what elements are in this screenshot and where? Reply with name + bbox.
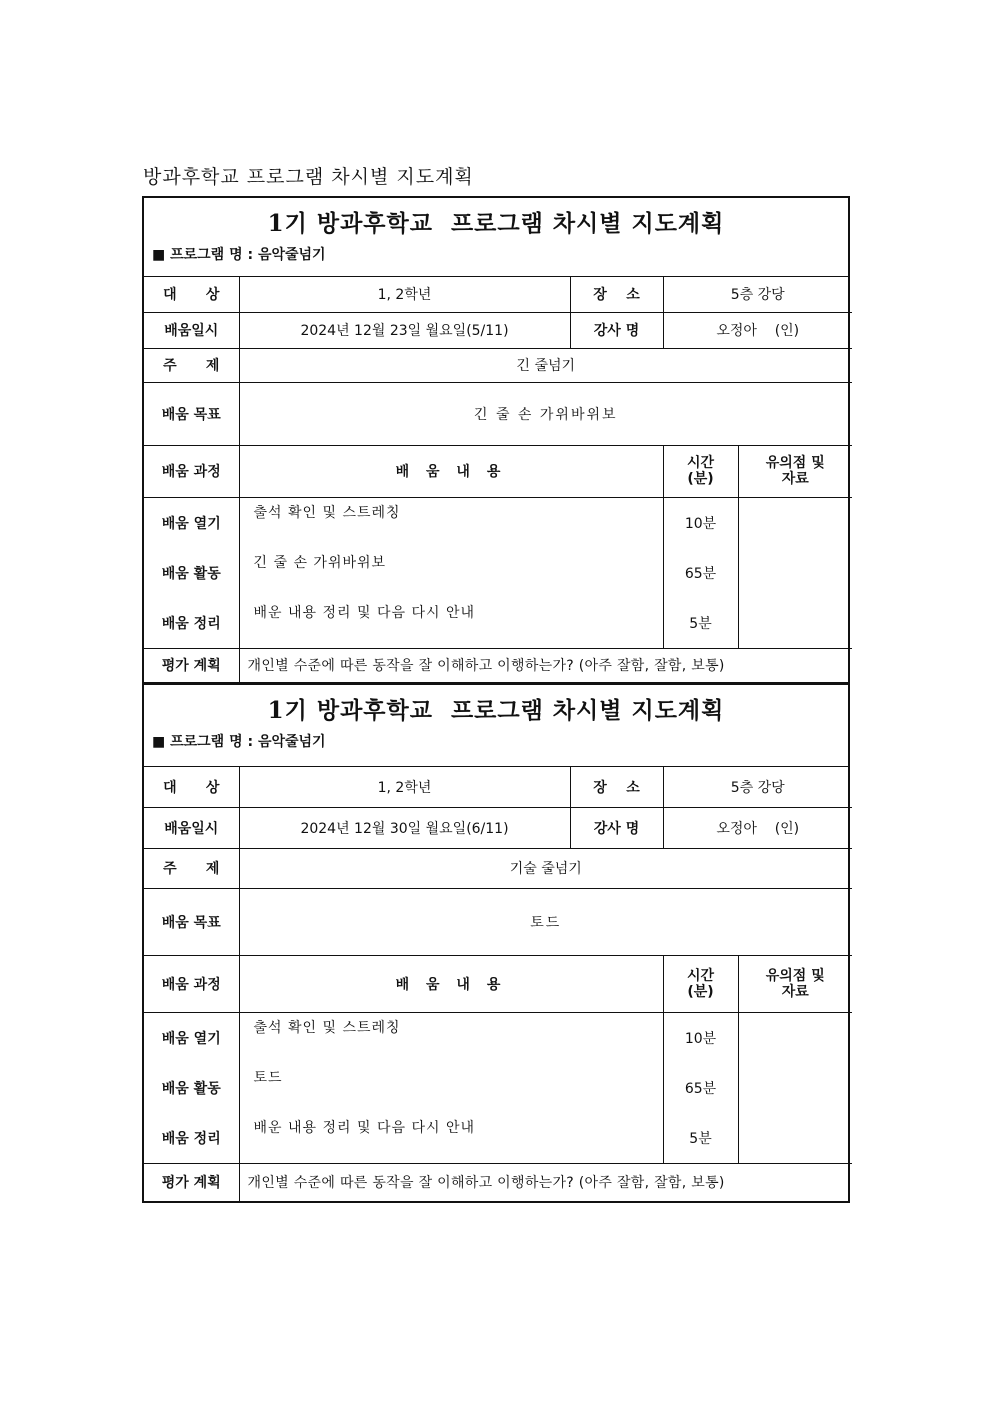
stage-activity: 배움 활동 xyxy=(161,565,221,582)
time-label: 시간 (분) xyxy=(663,445,738,497)
duration-main: 65분 xyxy=(684,1080,717,1097)
activity-closing: 배운 내용 정리 및 다음 다시 안내 xyxy=(253,604,476,621)
stage-closing: 배움 정리 xyxy=(161,1130,221,1147)
instructor-label: 강사 명 xyxy=(570,807,663,848)
date-value: 2024년 12월 23일 월요일(5/11) xyxy=(239,312,570,348)
activity-column xyxy=(239,497,663,648)
duration-column xyxy=(663,1012,738,1163)
notes-label: 유의점 및 자료 xyxy=(738,445,852,497)
program-name: ■ 프로그램 명 : 음악줄넘기 xyxy=(152,247,326,263)
eval-label: 평가 계획 xyxy=(144,648,239,682)
date-label: 배움일시 xyxy=(144,807,239,848)
activity-main: 토드 xyxy=(253,1069,283,1086)
target-label: 대 상 xyxy=(144,277,239,312)
target-value: 1, 2학년 xyxy=(239,277,570,312)
eval-label: 평가 계획 xyxy=(144,1163,239,1201)
activity-column xyxy=(239,1012,663,1163)
eval-value: 개인별 수준에 따른 동작을 잘 이해하고 이행하는가? (아주 잘함, 잘함, 보통) xyxy=(239,648,852,682)
date-value: 2024년 12월 30일 월요일(6/11) xyxy=(239,807,570,848)
time-label: 시간 (분) xyxy=(663,955,738,1012)
page-heading: 방과후학교 프로그램 차시별 지도계획 xyxy=(143,166,474,188)
stage-opening: 배움 열기 xyxy=(161,1030,221,1047)
goal-label: 배움 목표 xyxy=(144,382,239,445)
place-value: 5층 강당 xyxy=(663,767,852,807)
topic-label: 주 제 xyxy=(144,848,239,888)
process-label: 배움 과정 xyxy=(144,955,239,1012)
duration-column xyxy=(663,497,738,648)
instructor-value: 오정아 (인) xyxy=(663,312,852,348)
process-label: 배움 과정 xyxy=(144,445,239,497)
program-name: ■ 프로그램 명 : 음악줄넘기 xyxy=(152,734,326,750)
place-label: 장 소 xyxy=(570,277,663,312)
topic-value: 긴 줄넘기 xyxy=(239,348,852,382)
place-label: 장 소 xyxy=(570,767,663,807)
target-value: 1, 2학년 xyxy=(239,767,570,807)
stage-column xyxy=(144,497,239,648)
duration-opening: 10분 xyxy=(684,515,717,532)
duration-closing: 5분 xyxy=(689,1130,712,1147)
goal-value: 토드 xyxy=(239,888,852,955)
stage-closing: 배움 정리 xyxy=(161,615,221,632)
goal-label: 배움 목표 xyxy=(144,888,239,955)
eval-value: 개인별 수준에 따른 동작을 잘 이해하고 이행하는가? (아주 잘함, 잘함, 보통) xyxy=(239,1163,852,1201)
content-label: 배 움 내 용 xyxy=(239,445,663,497)
plan-table xyxy=(144,767,852,1201)
plan-header xyxy=(144,685,848,767)
instructor-value: 오정아 (인) xyxy=(663,807,852,848)
plan-title: 1기 방과후학교 프로그램 차시별 지도계획 xyxy=(267,697,725,724)
target-label: 대 상 xyxy=(144,767,239,807)
stage-activity: 배움 활동 xyxy=(161,1080,221,1097)
plan-header xyxy=(144,198,848,277)
topic-label: 주 제 xyxy=(144,348,239,382)
activity-opening: 출석 확인 및 스트레칭 xyxy=(253,504,401,521)
duration-main: 65분 xyxy=(684,565,717,582)
lesson-plan-1 xyxy=(142,196,850,684)
content-label: 배 움 내 용 xyxy=(239,955,663,1012)
goal-value: 긴 줄 손 가위바위보 xyxy=(239,382,852,445)
stage-column xyxy=(144,1012,239,1163)
duration-closing: 5분 xyxy=(689,615,712,632)
notes-cell xyxy=(738,497,852,648)
place-value: 5층 강당 xyxy=(663,277,852,312)
instructor-label: 강사 명 xyxy=(570,312,663,348)
stage-opening: 배움 열기 xyxy=(161,515,221,532)
activity-main: 긴 줄 손 가위바위보 xyxy=(253,554,387,571)
lesson-plan-2 xyxy=(142,683,850,1203)
date-label: 배움일시 xyxy=(144,312,239,348)
notes-cell xyxy=(738,1012,852,1163)
activity-closing: 배운 내용 정리 및 다음 다시 안내 xyxy=(253,1119,476,1136)
plan-title: 1기 방과후학교 프로그램 차시별 지도계획 xyxy=(267,210,725,237)
plan-table xyxy=(144,277,852,682)
duration-opening: 10분 xyxy=(684,1030,717,1047)
activity-opening: 출석 확인 및 스트레칭 xyxy=(253,1019,401,1036)
topic-value: 기술 줄넘기 xyxy=(239,848,852,888)
notes-label: 유의점 및 자료 xyxy=(738,955,852,1012)
